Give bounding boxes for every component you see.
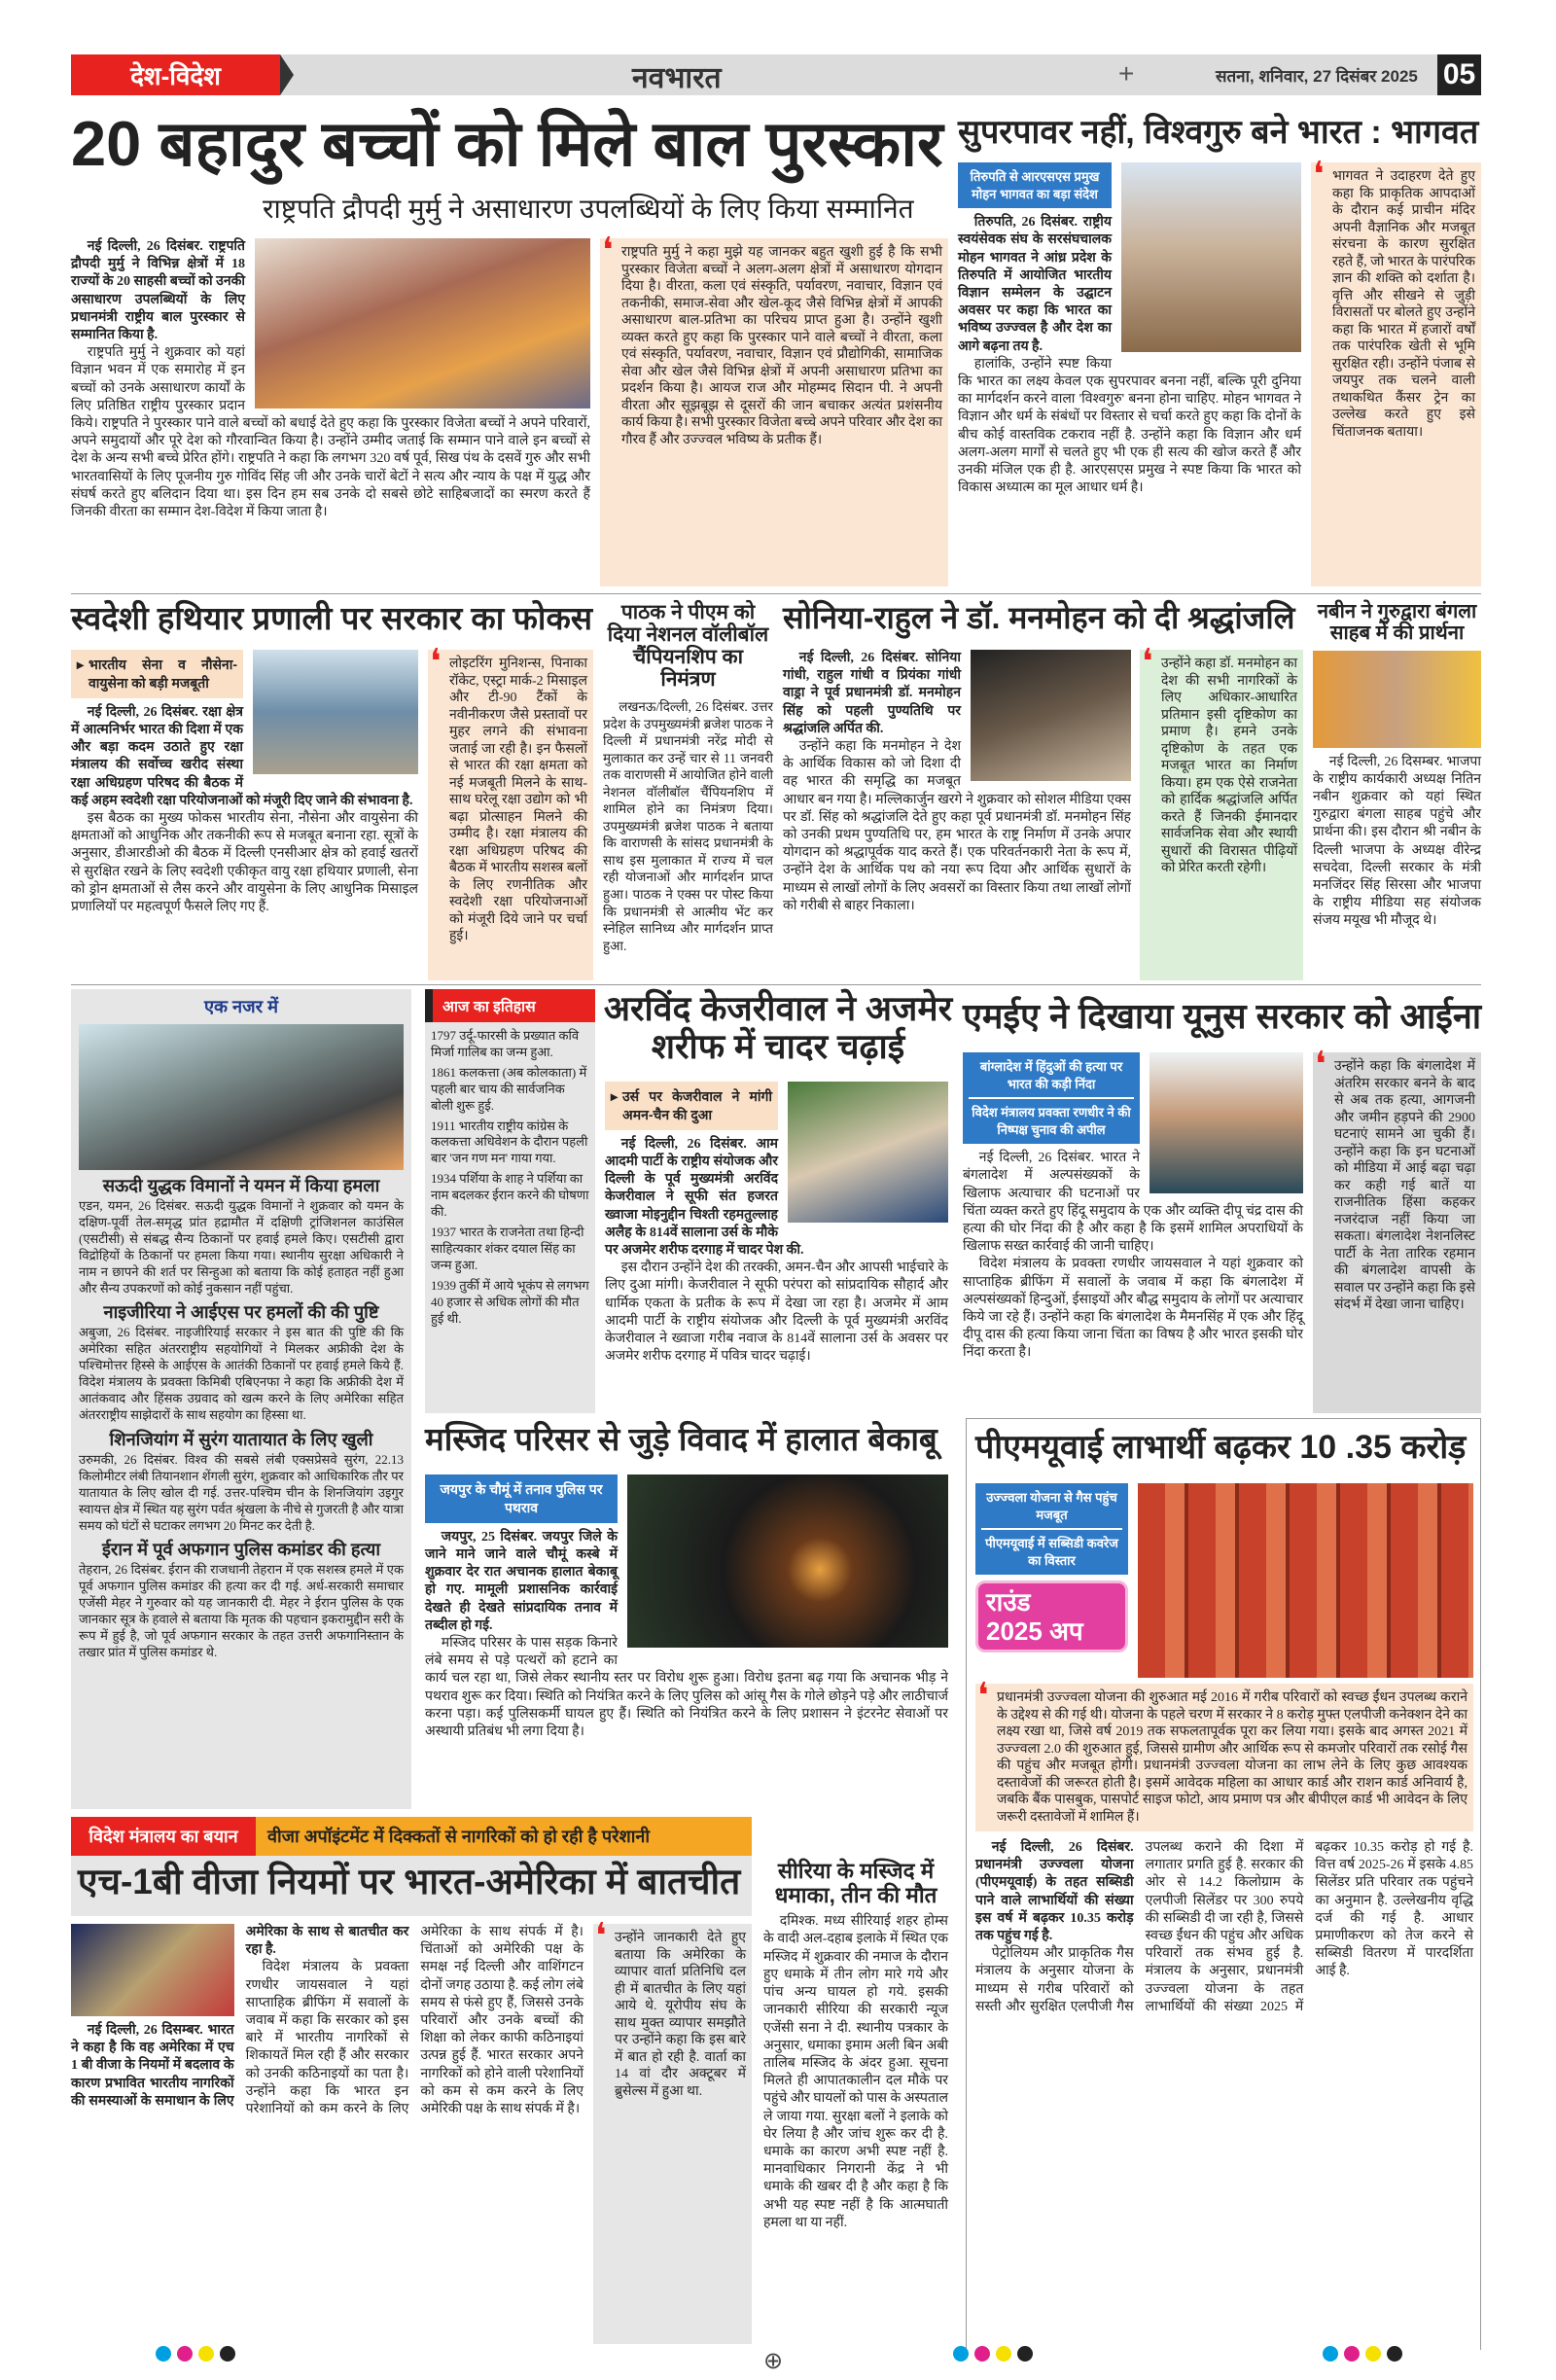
sonia-pull-quote-box <box>1140 650 1303 980</box>
roundup-badge-line1: राउंड <box>986 1587 1031 1617</box>
night-clash-photo <box>627 1474 948 1648</box>
history-item: 1934 पर्शिया के शाह ने पर्शिया का नाम बदलकर ईरान करने की घोषणा की. <box>431 1171 589 1220</box>
magenta-dot-icon <box>177 2346 193 2362</box>
roundup-2025-badge <box>975 1581 1128 1652</box>
glance-item-body: अबुजा, 26 दिसंबर. नाइजीरियाई सरकार ने इस बात की पुष्टि की कि अमेरिका सहित अंतरराष्ट्रीय सहयोगियों ने मिलकर अफ्रीकी देश के पश्चिमोत्तर हिस्से के आईएस के आतंकी ठिकानों पर हवाई हमले किये हैं. विदेश मंत्रालय के प्रवक्ता किमिबी एबिएनफा ने कहा कि अफ्रीकी देश में आतंकवाद और हिंसक उग्रवाद को खत्म करने के लिए अमेरिका सहित अंतरराष्ट्रीय साझेदारों के साथ सहयोग का हिस्सा था. <box>79 1325 404 1422</box>
page-number: 05 <box>1437 54 1481 95</box>
pathak-headline: पाठक ने पीएम को दिया नेशनल वॉलीबॉल चैंपियनशिप का निमंत्रण <box>607 601 769 691</box>
black-dot-icon <box>220 2346 235 2362</box>
yunus-intro: नई दिल्ली, 26 दिसंबर. भारत ने बंगलादेश में अल्पसंख्यकों के खिलाफ अत्याचार की घटनाओं पर चिंता व्यक्त करते हुए हिंदू समुदाय के एक और व्यक्ति दीपू चंद्र दास की हत्या की घोर निंदा की है और कहा है कि इसमें शामिल अपराधियों के खिलाफ सख्त कार्रवाई की जानी चाहिए। <box>963 1151 1303 1255</box>
sonia-article-body <box>783 650 1131 980</box>
visa-body-text: विदेश मंत्रालय के प्रवक्ता रणधीर जायसवाल ने यहां साप्ताहिक ब्रीफिंग में सवालों के जवाब में कहा कि सरकार को इस बारे में भारतीय नागरिकों से शिकायतें मिल रही हैं और सरकार को उनकी कठिनाइयों का पता है। उन्होंने कहा कि भारत इन परेशानियों को कम करने के लिए अमेरिका के साथ संपर्क में है। चिंताओं को अमेरिकी पक्ष के समक्ष नई दिल्ली और वाशिंगटन दोनों जगह उठाया है. कई लोग लंबे समय से फंसे हुए हैं, जिससे उनके परिवारों और उनके बच्चों की शिक्षा को लेकर काफी कठिनाइयां उत्पन्न हुई हैं. भारत सरकार अपने नागरिकों को होने वाली परेशानियों को कम से कम करने के लिए अमेरिकी पक्ष के साथ संपर्क में है। <box>245 1925 584 2117</box>
masjid-highlight-box: जयपुर के चौमूं में तनाव पुलिस पर पथराव <box>425 1474 618 1523</box>
roundup-badge-line2: 2025 अप <box>986 1616 1083 1647</box>
syria-article <box>763 1860 948 2340</box>
pathak-body-text: लखनऊ/दिल्ली, 26 दिसंबर. उत्तर प्रदेश के उपमुख्यमंत्री ब्रजेश पाठक ने दिल्ली में प्रधानमंत्री नरेंद्र मोदी से मुलाकात कर उन्हें चार से 11 जनवरी तक वाराणसी में आयोजित होने वाली नेशनल वॉलीबॉल चैंपियनशिप में शामिल होने का निमंत्रण दिया। उपमुख्यमंत्री ब्रजेश पाठक ने बताया कि वाराणसी के सांसद प्रधानमंत्री के साथ इस मुलाकात में राज्य में चल रही योजनाओं और मार्गदर्शन प्राप्त हुआ। पाठक ने एक्स पर पोस्ट किया कि प्रधानमंत्री से आत्मीय भेंट कर स्नेहिल सानिध्य और मार्गदर्शन प्राप्त हुआ. <box>603 699 773 953</box>
yunus-headline: एमईए ने दिखाया यूनुस सरकार को आईना <box>963 996 1482 1036</box>
lead-pull-quote: ❛ राष्ट्रपति मुर्मु ने कहा मुझे यह जानकर बहुत खुशी हुई है कि सभी पुरस्कार विजेता बच्चों ने अलग-अलग क्षेत्रों में असाधारण योगदान दिया है। वीरता, कला एवं संस्कृति, पर्यावरण, नवाचार, विज्ञान एवं तकनीकी, समाज-सेवा और खेल-कूद जैसे विभिन्न क्षेत्रों में आपकी असाधारण बाल-प्रतिभा का परिचय प्राप्त हुआ है। उन्होंने खुशी व्यक्त करते हुए कहा कि पुरस्कार पाने वाले बच्चों ने वीरता, कला एवं संस्कृति, पर्यावरण, नवाचार, विज्ञान एवं प्रौद्योगिकी, सामाजिक सेवा और खेल जैसे विभिन्न क्षेत्रों में अपनी असाधारण प्रतिभा का प्रदर्शन किया है। आयज राज और मोहम्मद सिदान पी. ने अपनी वीरता और सूझबूझ से दूसरों की जान बचाकर अत्यंत प्रशंसनीय कार्य किया है। सभी पुरस्कार विजेता बच्चे अपने परिवार और देश का गौरव हैं और उज्ज्वल भविष्य के प्रतीक हैं। <box>600 238 948 454</box>
glance-item-headline: सऊदी युद्धक विमानों ने यमन में किया हमला <box>102 1176 380 1195</box>
magenta-dot-icon <box>1344 2346 1360 2362</box>
kejriwal-headline-box <box>603 990 953 1078</box>
naveen-body-text: नई दिल्ली, 26 दिसम्बर. भाजपा के राष्ट्रीय कार्यकारी अध्यक्ष नितिन नबीन शुक्रवार को यहां स्थित गुरुद्वारा बंगला साहब पहुंचे और प्रार्थना की। इस दौरान श्री नबीन के दिल्ली भाजपा के अध्यक्ष वीरेन्द्र सचदेवा, दिल्ली सरकार के मंत्री मनजिंदर सिंह सिरसा और भाजपा के राष्ट्रीय मीडिया सह संयोजक संजय मयूख भी मौजूद थे। <box>1313 754 1481 929</box>
yunus-body-text: विदेश मंत्रालय के प्रवक्ता रणधीर जायसवाल ने यहां शुक्रवार को साप्ताहिक ब्रीफिंग में सवालों के जवाब में कहा कि बंगलादेश में अल्पसंख्यकों हिन्दुओं, ईसाइयों और बौद्ध समुदाय के लोगों पर अत्याचार किये जा रहे हैं। उन्होंने कहा कि बंगलादेश के मैमनसिंह में एक और हिंदू दीपू दास की हत्या किया जाना चिंता का विषय है और भारत इसकी घोर निंदा करता है। <box>963 1257 1303 1361</box>
sonia-intro: नई दिल्ली, 26 दिसंबर. सोनिया गांधी, राहुल गांधी व प्रियंका गांधी वाड्रा ने पूर्व प्रधानमंत्री डॉ. मनमोहन सिंह को पहली पुण्यतिथि पर श्रद्धांजलि अर्पित की. <box>783 651 961 736</box>
sonia-headline: सोनिया-राहुल ने डॉ. मनमोहन को दी श्रद्धांजलि <box>783 600 1295 635</box>
pmuy-article <box>975 1483 1473 2342</box>
award-ceremony-photo <box>255 238 590 409</box>
visa-headline: एच-1बी वीजा नियमों पर भारत-अमेरिका में बातचीत <box>78 1862 741 1901</box>
yellow-dot-icon <box>1365 2346 1381 2362</box>
pmuy-highlight-2: पीएमयूवाई में सब्सिडी कवरेज का विस्तार <box>985 1536 1118 1568</box>
history-item: 1939 तुर्की में आये भूकंप से लगभग 40 हजार से अधिक लोगों की मौत हुई थी. <box>431 1277 589 1326</box>
yellow-dot-icon <box>996 2346 1011 2362</box>
tribute-photo <box>971 650 1131 781</box>
history-item: 1937 भारत के राजनेता तथा हिन्दी साहित्यकार शंकर दयाल सिंह का जन्म हुआ. <box>431 1224 584 1272</box>
naveen-article <box>1313 601 1481 980</box>
color-registration-strip <box>156 2346 235 2365</box>
glance-item-body: तेहरान, 26 दिसंबर. ईरान की राजधानी तेहरान में एक सशस्त्र हमले में एक पूर्व अफगान पुलिस कमांडर की हत्या कर दी गई. अर्ध-सरकारी समाचार एजेंसी मेहर ने गुरुवार को यह जानकारी दी. मेहर ने ईरान पुलिस के एक जानकार सूत्र के हवाले से बताया कि मृतक की पहचान इकरामुद्दीन सरी के रूप में हुई है, जो पूर्व अफगान सरकार के तहत उत्तरी अफगानिस्तान के तखार प्रांत में पुलिस कमांडर थे. <box>79 1562 404 1659</box>
history-panel <box>425 989 595 1413</box>
lpg-cylinders-photo <box>1138 1483 1473 1678</box>
bhagwat-pull-quote-box <box>1311 162 1481 586</box>
magenta-dot-icon <box>974 2346 990 2362</box>
passport-visa-photo <box>71 1924 234 2016</box>
masjid-headline: मस्जिद परिसर से जुड़े विवाद में हालात बेकाबू <box>425 1421 937 1457</box>
fighter-jet-photo <box>253 650 418 774</box>
syria-headline: सीरिया के मस्जिद में धमाका, तीन की मौत <box>774 1859 937 1907</box>
black-dot-icon <box>1017 2346 1033 2362</box>
yunus-highlight-box <box>963 1052 1140 1144</box>
history-item: 1797 उर्दू-फारसी के प्रख्यात कवि मिर्जा गालिब का जन्म हुआ. <box>431 1028 580 1059</box>
swadeshi-body-text: इस बैठक का मुख्य फोकस भारतीय सेना, नौसेना और वायुसेना की क्षमताओं को आधुनिक और तकनीकी रूप से मजबूत बनाना रहा. सूत्रों के अनुसार, डीआरडीओ की बैठक में दिल्ली एनसीआर क्षेत्र को हवाई खतरों से सुरक्षित रखने के लिए स्वदेशी एकीकृत वायु रक्षा हथियार प्रणाली, सेना को ड्रोन क्षमताओं से लैस करने और वायुसेना के लिए आधुनिक मिसाइल प्रणालियों पर महत्वपूर्ण फैसले लिए गए हैं. <box>71 811 418 915</box>
lead-body-text: राष्ट्रपति मुर्मु ने शुक्रवार को यहां विज्ञान भवन में एक समारोह में इन बच्चों को उनके असाधारण कार्यों के लिए प्रतिष्ठित राष्ट्रीय पुरस्कार प्रदान किये। राष्ट्रपति ने पुरस्कार पाने वाले बच्चों को बधाई देते हुए कहा कि पुरस्कार विजेता बच्चों ने अपने परिवारों, अपने समुदायों और पूरे देश को गौरवान्वित किया है। उन्होंने उम्मीद जताई कि सम्मान पाने वाले इन बच्चों से देश के अन्य सभी बच्चे प्रेरित होंगे। राष्ट्रपति ने कहा कि लगभग 320 वर्ष पूर्व, सिख पंथ के दसवें गुरु और सभी भारतवासियों के लिए पूजनीय गुरु गोविंद सिंह जी और उनके चारों बेटों ने सत्य और न्याय के पक्ष में युद्ध और संघर्ष करते हुए बलिदान दिया था। इस दिन हम सब उनके दो सबसे छोटे साहिबजादों का स्मरण करते हैं जिनकी वीरता का सम्मान देश-विदेश में किया जाता है। <box>71 345 590 520</box>
bhagwat-body-text: हालांकि, उन्होंने स्पष्ट किया कि भारत का लक्ष्य केवल एक सुपरपावर बनना नहीं, बल्कि पूरी दुनिया का मार्गदर्शन करने वाला 'विश्वगुरु' बनना होना चाहिए. मोहन भागवत ने विज्ञान और धर्म के संबंधों पर विस्तार से चर्चा करते हुए कहा कि दोनों के बीच कोई वास्तविक टकराव नहीं है. उन्होंने कहा कि विज्ञान और धर्म अलग-अलग मार्गों से चलते हुए भी एक ही सत्य की खोज करते हैं और उनकी मंजिल एक ही है. आरएसएस प्रमुख ने स्पष्ट किया कि भारत को विकास अध्यात्म का मूल आधार धर्म है। <box>958 356 1301 496</box>
bhagwat-pull-quote: ❛ भागवत ने उदाहरण देते हुए कहा कि प्राकृतिक आपदाओं के दौरान कई प्राचीन मंदिर अपनी वैज्ञानिक और मजबूत संरचना के कारण सुरक्षित रहते हैं, जो भारत के पारंपरिक ज्ञान की शक्ति को दर्शाता है। वृत्ति और सीखने से जुड़ी विरासतों पर बोलते हुए उन्होंने कहा कि भारत में हजारों वर्षों तक पारंपरिक खेती से भूमि सुरक्षित रही। उन्होंने पंजाब से जयपुर तक चलने वाली तथाकथित कैंसर ट्रेन का उल्लेख करते हुए इसे चिंताजनक बताया। <box>1311 162 1481 446</box>
bhagwat-highlight-box: तिरुपति से आरएसएस प्रमुख मोहन भागवत का बड़ा संदेश <box>958 162 1112 208</box>
yunus-highlight-1: बांग्लादेश में हिंदुओं की हत्या पर भारत की कड़ी निंदा <box>979 1059 1123 1091</box>
color-registration-strip <box>953 2346 1033 2365</box>
glance-item-body: एडन, यमन, 26 दिसंबर. सऊदी युद्धक विमानों ने शुक्रवार को यमन के दक्षिण-पूर्वी तेल-समृद्ध प्रांत हद्रामौत में दक्षिणी ट्रांजिशनल काउंसिल (एसटीसी) से संबद्ध सैन्य ठिकानों पर हवाई हमले किए। एसटीसी द्वारा विद्रोहियों के ठिकानों पर हमला किया गया। स्थानीय सुरक्षा अधिकारी ने नाम न छापने की शर्त पर सिन्हुआ को बताया कि कोई हताहत नहीं हुआ और सैन्य उपकरणों को कोई नुकसान नहीं पहुंचा. <box>79 1198 404 1296</box>
masjid-article-body <box>425 1474 948 1809</box>
kejriwal-headline: अरविंद केजरीवाल ने अजमेर शरीफ में चादर चढ़ाई <box>603 989 953 1067</box>
kejriwal-body-text: इस दौरान उन्होंने देश की तरक्की, अमन-चैन और आपसी भाईचारे के लिए दुआ मांगी। केजरीवाल ने सूफी परंपरा को सांप्रदायिक सौहार्द और धार्मिक एकता के प्रतीक के रूप में देखा जा रहा है। अजमेर में आम आदमी पार्टी के राष्ट्रीय संयोजक और दिल्ली के पूर्व मुख्यमंत्री अरविंद केजरीवाल ने ख्वाजा गरीब नवाज के 814वें सालाना उर्स के अवसर पर अजमेर शरीफ दरगाह में पवित्र चादर चढ़ाई। <box>605 1261 948 1365</box>
masjid-body-text: मस्जिद परिसर के पास सड़क किनारे लंबे समय से पड़े पत्थरों को हटाने का कार्य चल रहा था, जिसे लेकर स्थानीय स्तर पर विरोध शुरू हुआ। विरोध इतना बढ़ गया कि अचानक भीड़ ने पथराव शुरू कर दिया। स्थिति को नियंत्रित करने के लिए पुलिस को आंसू गैस के गोले छोड़ने पड़े और लाठीचार्ज करना पड़ा। कई पुलिसकर्मी घायल हुए हैं। स्थिति को नियंत्रित करने के लिए प्रशासन ने इंटरनेट सेवाओं पर अस्थायी प्रतिबंध भी लगा दिया है। <box>425 1636 948 1740</box>
swadeshi-highlight-box: ▸ भारतीय सेना व नौसेना-वायुसेना को बड़ी मजबूती <box>71 650 243 698</box>
kejriwal-photo <box>788 1082 948 1223</box>
history-title: आज का इतिहास <box>425 989 595 1022</box>
visa-kicker: वीजा अपॉइंटमेंट में दिक्कतों से नागरिकों को हो रही है परेशानी <box>267 1827 651 1846</box>
cyan-dot-icon <box>156 2346 171 2362</box>
pmuy-highlight-box <box>975 1483 1128 1575</box>
yellow-dot-icon <box>198 2346 214 2362</box>
pathak-article <box>603 601 773 980</box>
yunus-pull-quote-box <box>1313 1052 1481 1413</box>
yunus-highlight-2: विदेश मंत्रालय प्रवक्ता रणधीर ने की निष्पक्ष चुनाव की अपील <box>972 1105 1131 1137</box>
pmuy-highlight-1: उज्ज्वला योजना से गैस पहुंच मजबूत <box>986 1490 1117 1522</box>
lead-headline: 20 बहादुर बच्चों को मिले बाल पुरस्कार <box>71 108 943 179</box>
history-item: 1861 कलकत्ता (अब कोलकाता) में पहली बार चाय की सार्वजनिक बोली शुरू हुई. <box>431 1064 587 1113</box>
at-a-glance-title: एक नजर में <box>203 997 279 1016</box>
registration-mark-icon: + <box>1118 58 1135 89</box>
at-a-glance-panel <box>71 989 411 1809</box>
cyan-dot-icon <box>1323 2346 1338 2362</box>
dateline: सतना, शनिवार, 27 दिसंबर 2025 <box>1216 67 1418 86</box>
swadeshi-intro: नई दिल्ली, 26 दिसंबर. रक्षा क्षेत्र में आत्मनिर्भर भारत की दिशा में एक और बड़ा कदम उठाते हुए रक्षा मंत्रालय की सर्वोच्च खरीद संस्था रक्षा अधिग्रहण परिषद की बैठक में कई अहम स्वदेशी रक्षा परियोजनाओं को मंजूरी दिए जाने की संभावना है. <box>71 704 413 808</box>
syria-body-text: दमिश्क. मध्य सीरियाई शहर होम्स के वादी अल-दहाब इलाके में स्थित एक मस्जिद में शुक्रवार की नमाज के दौरान हुए धमाके में तीन लोग मारे गये और पांच अन्य घायल हो गये. इसकी जानकारी सीरिया की सरकारी न्यूज एजेंसी सना ने दी. स्थानीय पत्रकार के अनुसार, धमाका इमाम अली बिन अबी तालिब मस्जिद के अंदर हुआ. सूचना मिलते ही आपातकालीन दल मौके पर पहुंचे और घायलों को पास के अस्पताल ले जाया गया. सुरक्षा बलों ने इलाके को घेर लिया है और जांच शुरू कर दी है. धमाके का कारण अभी स्पष्ट नहीं है. मानवाधिकार निगरानी केंद्र ने भी धमाके की खबर दी है और कहा है कि अभी यह स्पष्ट नहीं है कि आत्मघाती हमला था या नहीं. <box>763 1914 948 2230</box>
kejriwal-highlight-box: ▸ उर्स पर केजरीवाल ने मांगी अमन-चैन की दुआ <box>605 1082 778 1130</box>
bhagwat-article-body <box>958 162 1301 586</box>
pmuy-intro: नई दिल्ली, 26 दिसंबर. प्रधानमंत्री उज्ज्वला योजना (पीएमयूवाई) के तहत सब्सिडी पाने वाले लाभार्थियों की संख्या इस वर्ष में बढ़कर 10.35 करोड़ तक पहुंच गई है. <box>975 1840 1134 1944</box>
pmuy-pull-quote: ❛ प्रधानमंत्री उज्ज्वला योजना की शुरुआत मई 2016 में गरीब परिवारों को स्वच्छ ईंधन उपलब्ध कराने के उद्देश्य से की गई थी। योजना के पहले चरण में सरकार ने 8 करोड़ मुफ्त एलपीजी कनेक्शन देने का लक्ष्य रखा था, जिसे वर्ष 2019 तक सफलतापूर्वक पूरा कर लिया गया। इसके बाद अगस्त 2021 में उज्ज्वला 2.0 की शुरुआत हुई, जिससे ग्रामीण और आर्थिक रूप से कमजोर परिवारों तक रसोई गैस की पहुंच और मजबूत होगी। प्रधानमंत्री उज्ज्वला योजना का लाभ लेने के लिए कुछ आवश्यक दस्तावेजों की जरूरत होती है। इसमें आवेदक महिला का आधार कार्ड और राशन कार्ड अनिवार्य है, जबकि बैंक पासबुक, पासपोर्ट साइज फोटो, आय प्रमाण पत्र और बीपीएल कार्ड भी आवेदन के लिए जरूरी दस्तावेजों में शामिल हैं। <box>975 1684 1473 1831</box>
color-registration-strip <box>1323 2346 1402 2365</box>
divider <box>71 984 1481 985</box>
sonia-body-text: उन्होंने कहा कि मनमोहन ने देश के आर्थिक विकास को जो दिशा दी वह भारत की समृद्धि का मजबूत आधार बन गया है। मल्लिकार्जुन खरगे ने शुक्रवार को सोशल मीडिया एक्स पर डॉ. सिंह को श्रद्धांजलि देते हुए कहा पूर्व प्रधानमंत्री डॉ. मनमोहन सिंह को उनकी प्रथम पुण्यतिथि पर, हम भारत के राष्ट्र निर्माण में उनके अपार योगदान को श्रद्धापूर्वक याद करते हैं। एक परिवर्तनकारी नेता के रूप में, उन्होंने देश के आर्थिक पथ को नया रूप दिया और आर्थिक सुधारों के माध्यम से लाखों लोगों के लिए अवसरों का विस्तार किया तथा लाखों लोगों को गरीबी से बाहर निकाला। <box>783 739 1131 913</box>
black-dot-icon <box>1387 2346 1402 2362</box>
crosshair-icon: ⊕ <box>763 2349 784 2374</box>
swadeshi-pull-quote-box <box>428 650 593 980</box>
spokesperson-photo <box>1149 1052 1303 1193</box>
gurudwara-photo <box>1313 651 1481 748</box>
yunus-article-body <box>963 1052 1303 1413</box>
glance-item-headline: ईरान में पूर्व अफगान पुलिस कमांडर की हत्या <box>101 1540 381 1560</box>
airstrike-photo <box>79 1024 404 1170</box>
lead-subhead: राष्ट्रपति द्रौपदी मुर्मु ने असाधारण उपलब्धियों के लिए किया सम्मानित <box>263 194 914 224</box>
glance-item-headline: नाइजीरिया ने आईएस पर हमलों की की पुष्टि <box>103 1302 379 1323</box>
kejriwal-intro: नई दिल्ली, 26 दिसंबर. आम आदमी पार्टी के राष्ट्रीय संयोजक और दिल्ली के पूर्व मुख्यमंत्री अरविंद केजरीवाल ने सूफी संत हजरत ख्वाजा मोइनुद्दीन चिश्ती रहमतुल्लाह अलैह के 814वें सालाना उर्स के मौके पर अजमेर शरीफ दरगाह में चादर पेश की. <box>605 1136 804 1258</box>
swadeshi-headline: स्वदेशी हथियार प्रणाली पर सरकार का फोकस <box>71 600 593 636</box>
mohan-bhagwat-photo <box>1121 162 1301 352</box>
lead-pull-quote-box <box>600 238 948 586</box>
swadeshi-article-body <box>71 650 418 980</box>
bhagwat-headline: सुपरपावर नहीं, विश्वगुरु बने भारत : भागवत <box>958 114 1479 151</box>
masjid-intro: जयपुर, 25 दिसंबर. जयपुर जिले के जाने माने जाने वाले चौमूं कस्बे में शुक्रवार देर रात अचानक हालात बेकाबू हो गए. मामूली प्रशासनिक कार्रवाई देखते ही देखते सांप्रदायिक तनाव में तब्दील हो गई. <box>425 1529 618 1633</box>
visa-intro: नई दिल्ली, 26 दिसम्बर. भारत ने कहा है कि वह अमेरिका में एच 1 बी वीजा के नियमों में बदलाव के कारण प्रभावित भारतीय नागरिकों की समस्याओं के समाधान के लिए अमेरिका के साथ से बातचीत कर रहा है. <box>71 1925 409 2109</box>
visa-article-body <box>71 1924 584 2344</box>
visa-pull-quote: ❛ उन्होंने जानकारी देते हुए बताया कि अमेरिका के व्यापार वार्ता प्रतिनिधि दल ही में बातचीत के लिए यहां आये थे. यूरोपीय संघ के साथ मुक्त व्यापार समझौते पर उन्होंने कहा कि इस बारे में बात हो रही है. वार्ता का 14 वां दौर अक्टूबर में ब्रुसेल्स में हुआ था. <box>593 1924 752 2106</box>
divider <box>71 593 1481 594</box>
newspaper-name: नवभारत <box>632 62 722 94</box>
kejriwal-article-body <box>605 1082 948 1415</box>
glance-item-body: उरुमकी, 26 दिसंबर. विश्व की सबसे लंबी एक्सप्रेसवे सुरंग, 22.13 किलोमीटर लंबी तियानशान शेंगली सुरंग, शुक्रवार को आधिकारिक तौर पर यातायात के लिए खोल दी गई. उत्तर-पश्चिम चीन के शिनजियांग उइगुर स्वायत्त क्षेत्र में स्थित यह सुरंग पर्वत श्रृंखला के नीचे से गुजरती है और यात्रा समय को घंटों से घटाकर लगभग 20 मिनट कर देती है. <box>79 1451 404 1533</box>
naveen-headline: नबीन ने गुरुद्वारा बंगला साहब में की प्रार्थना <box>1317 601 1477 645</box>
pmuy-body-text: पेट्रोलियम और प्राकृतिक गैस मंत्रालय के अनुसार योजना के माध्यम से गरीब परिवारों को सस्ती और सुरक्षित एलपीजी गैस उपलब्ध कराने की दिशा में लगातार प्रगति हुई है. सरकार की ओर से 14.2 किलोग्राम के एलपीजी सिलेंडर पर 300 रुपये की सब्सिडी दी जा रही है, जिससे स्वच्छ ईंधन की पहुंच और अधिक परिवारों तक संभव हुई है. मंत्रालय के अनुसार, प्रधानमंत्री उज्ज्वला योजना के तहत लाभार्थियों की संख्या 2025 में बढ़कर 10.35 करोड़ हो गई है. वित्त वर्ष 2025-26 में इसके 4.85 सिलेंडर प्रति परिवार तक पहुंचने का अनुमान है. उल्लेखनीय वृद्धि दर्ज की गई है. आधार प्रमाणीकरण को तेज करने से सब्सिडी वितरण में पारदर्शिता आई है. <box>975 1840 1473 2014</box>
visa-tag: विदेश मंत्रालय का बयान <box>71 1817 256 1856</box>
bhagwat-intro: तिरुपति, 26 दिसंबर. राष्ट्रीय स्वयंसेवक संघ के सरसंघचालक मोहन भागवत ने आंध्र प्रदेश के तिरुपति में आयोजित भारतीय विज्ञान सम्मेलन के उद्घाटन अवसर पर कहा कि भारत का भविष्य उज्ज्वल है और देश का आगे बढ़ना तय है. <box>958 215 1112 354</box>
swadeshi-pull-quote: ❛ लोइटरिंग मुनिशन्स, पिनाका रॉकेट, एस्ट्रा मार्क-2 मिसाइल और टी-90 टैंकों के नवीनीकरण जैसे प्रस्तावों पर मुहर लगने की संभावना जताई जा रही है। इन फैसलों से भारत की रक्षा क्षमता को नई मजबूती मिलने के साथ-साथ घरेलू रक्षा उद्योग को भी बढ़ा प्रोत्साहन मिलने की उम्मीद है। रक्षा मंत्रालय की रक्षा अधिग्रहण परिषद की बैठक में भारतीय सशस्त्र बलों के लिए रणनीतिक और स्वदेशी रक्षा परियोजनाओं को मंजूरी दिये जाने पर चर्चा हुई। <box>428 650 593 951</box>
yunus-pull-quote: ❛ उन्होंने कहा कि बंगलादेश में अंतरिम सरकार बनने के बाद से अब तक हत्या, आगजनी और जमीन हड़पने की 2900 घटनाएं सामने आ चुकी हैं। उन्होंने कहा कि इन घटनाओं को मीडिया में आई बढ़ा चढ़ा कर कही गई बातें या राजनीतिक हिंसा कहकर नजरंदाज नहीं किया जा सकता। बंगलादेश नेशनलिस्ट पार्टी के नेता तारिक रहमान की बंगलादेश वापसी के सवाल पर उन्होंने कहा कि इसे संदर्भ में देखा जाना चाहिए। <box>1313 1052 1481 1320</box>
glance-item-headline: शिनजियांग में सुरंग यातायात के लिए खुली <box>109 1429 373 1449</box>
sonia-pull-quote: ❛ उन्होंने कहा डॉ. मनमोहन का देश की सभी नागरिकों के लिए अधिकार-आधारित प्रतिमान इसी दृष्टिकोण का प्रमाण है। हमने उनके दृष्टिकोण के तहत एक मजबूत भारत का निर्माण किया। हम एक ऐसे राजनेता को हार्दिक श्रद्धांजलि अर्पित करते हैं जिनकी ईमानदार सार्वजनिक सेवा और स्थायी सुधारों की विरासत पीढ़ियों को प्रेरित करती रहेगी। <box>1140 650 1303 883</box>
lead-intro: नई दिल्ली, 26 दिसंबर. राष्ट्रपति द्रौपदी मुर्मु ने विभिन्न क्षेत्रों में 18 राज्यों के 20 साहसी बच्चों को उनकी असाधारण उपलब्धियों के लिए प्रधानमंत्री राष्ट्रीय बाल पुरस्कार से सम्मानित किया है. <box>71 239 245 343</box>
lead-article-body <box>71 238 590 586</box>
cyan-dot-icon <box>953 2346 969 2362</box>
history-item: 1911 भारतीय राष्ट्रीय कांग्रेस के कलकत्ता अधिवेशन के दौरान पहली बार 'जन गण मन' गाया गया. <box>431 1118 588 1166</box>
visa-pull-quote-box <box>593 1924 752 2344</box>
pmuy-headline: पीएमयूवाई लाभार्थी बढ़कर 10 .35 करोड़ <box>975 1429 1467 1466</box>
section-label: देश-विदेश <box>71 54 280 95</box>
pmuy-article-body <box>975 1839 1473 2016</box>
